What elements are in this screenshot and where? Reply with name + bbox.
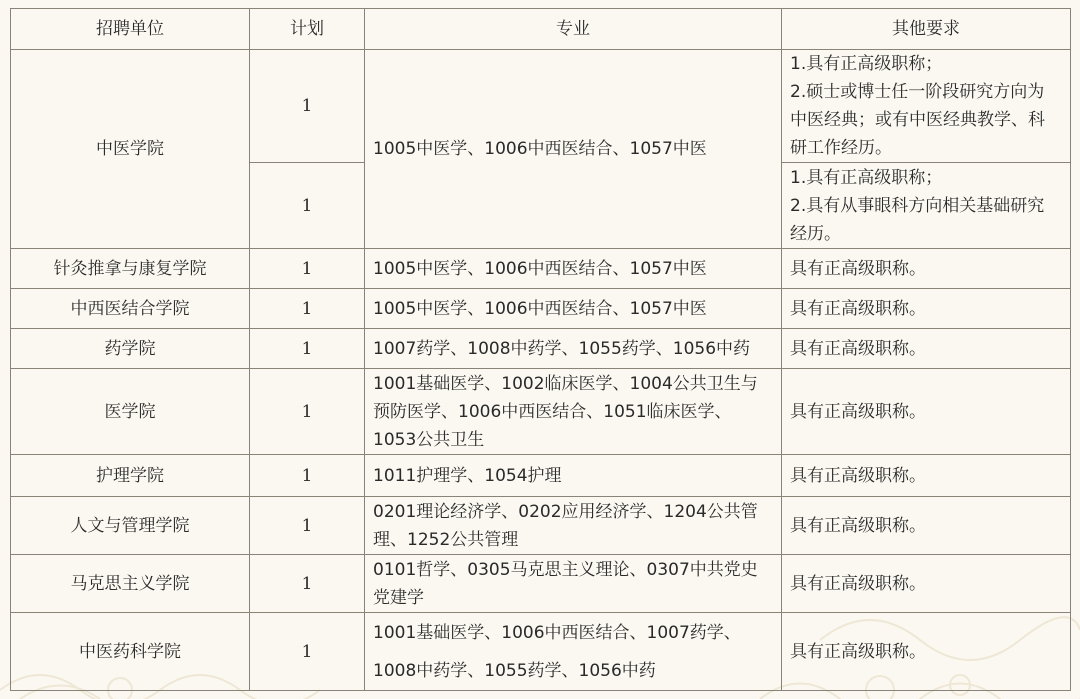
major-text: 1005中医学、1006中西医结合、1057中医	[373, 298, 707, 319]
cell-requirements	[782, 329, 1071, 369]
cell-plan: 1	[250, 455, 365, 497]
requirement-line: 中医经典；或有中医经典教学、科	[790, 110, 1045, 130]
cell-plan: 1	[250, 329, 365, 369]
cell-unit: 护理学院	[11, 455, 250, 497]
cell-major	[365, 497, 782, 555]
major-text: 1001基础医学、1006中西医结合、1007药学、 1008中药学、1055药学、1056中药	[373, 622, 741, 681]
table-row	[11, 369, 1071, 455]
major-text: 0101哲学、0305马克思主义理论、0307中共党史 党建学	[373, 559, 758, 608]
cell-requirements	[782, 289, 1071, 329]
cell-unit: 针灸推拿与康复学院	[11, 249, 250, 289]
recruitment-table	[10, 8, 1071, 691]
cell-unit: 人文与管理学院	[11, 497, 250, 555]
cell-plan: 1	[250, 613, 365, 691]
major-text: 1005中医学、1006中西医结合、1057中医	[373, 258, 707, 279]
cell-plan: 1	[250, 289, 365, 329]
cell-requirements	[782, 555, 1071, 613]
requirement-line: 具有正高级职称。	[790, 401, 926, 422]
major-text: 1001基础医学、1002临床医学、1004公共卫生与 预防医学、1006中西医结合、1051临床医学、 1053公共卫生	[373, 373, 758, 450]
requirement-line: 具有正高级职称。	[790, 338, 926, 359]
cell-requirements	[782, 497, 1071, 555]
cell-unit: 马克思主义学院	[11, 555, 250, 613]
table-row	[11, 613, 1071, 691]
cell-major	[365, 555, 782, 613]
requirement-line: 具有正高级职称。	[790, 258, 926, 279]
cell-unit: 医学院	[11, 369, 250, 455]
cell-requirements	[782, 249, 1071, 289]
cell-plan: 1	[250, 555, 365, 613]
cell-requirements	[782, 369, 1071, 455]
requirement-line: 具有正高级职称。	[790, 298, 926, 319]
cell-major	[365, 50, 782, 249]
table-row	[11, 455, 1071, 497]
table-row	[11, 50, 1071, 163]
requirement-line: 具有正高级职称。	[790, 573, 926, 594]
requirement-line: 研工作经历。	[790, 138, 892, 158]
cell-unit: 中医药科学院	[11, 613, 250, 691]
table-row	[11, 497, 1071, 555]
requirement-line: 具有正高级职称。	[790, 465, 926, 486]
cell-plan: 1	[250, 249, 365, 289]
header-row	[11, 9, 1071, 50]
cell-major	[365, 455, 782, 497]
cell-major	[365, 329, 782, 369]
table-body	[11, 50, 1071, 691]
cell-requirements	[782, 163, 1071, 249]
cell-requirements	[782, 50, 1071, 163]
requirement-line: 具有正高级职称。	[790, 515, 926, 536]
table-row	[11, 289, 1071, 329]
cell-plan: 1	[250, 497, 365, 555]
requirement-line: 经历。	[790, 223, 841, 244]
header-plan: 计划	[250, 9, 365, 50]
major-text: 1005中医学、1006中西医结合、1057中医	[373, 139, 707, 159]
table-row	[11, 329, 1071, 369]
requirement-line: 具有正高级职称。	[790, 641, 926, 662]
major-text: 1007药学、1008中药学、1055药学、1056中药	[373, 338, 751, 359]
requirement-line: 1.具有正高级职称；	[790, 54, 943, 74]
cell-major	[365, 249, 782, 289]
cell-plan: 1	[250, 50, 365, 163]
cell-major	[365, 289, 782, 329]
table-row	[11, 555, 1071, 613]
cell-plan: 1	[250, 369, 365, 455]
cell-unit: 药学院	[11, 329, 250, 369]
requirement-line: 2.硕士或博士任一阶段研究方向为	[790, 82, 1045, 102]
cell-unit: 中西医结合学院	[11, 289, 250, 329]
requirement-line: 1.具有正高级职称；	[790, 167, 943, 188]
header-major: 专业	[365, 9, 782, 50]
cell-unit: 中医学院	[11, 50, 250, 249]
cell-major	[365, 369, 782, 455]
cell-plan: 1	[250, 163, 365, 249]
header-requirements: 其他要求	[782, 9, 1071, 50]
requirement-line: 2.具有从事眼科方向相关基础研究	[790, 195, 1045, 216]
major-text: 0201理论经济学、0202应用经济学、1204公共管 理、1252公共管理	[373, 501, 758, 550]
header-unit: 招聘单位	[11, 9, 250, 50]
cell-major	[365, 613, 782, 691]
cell-requirements	[782, 613, 1071, 691]
major-text: 1011护理学、1054护理	[373, 465, 562, 486]
cell-requirements	[782, 455, 1071, 497]
table-row	[11, 249, 1071, 289]
